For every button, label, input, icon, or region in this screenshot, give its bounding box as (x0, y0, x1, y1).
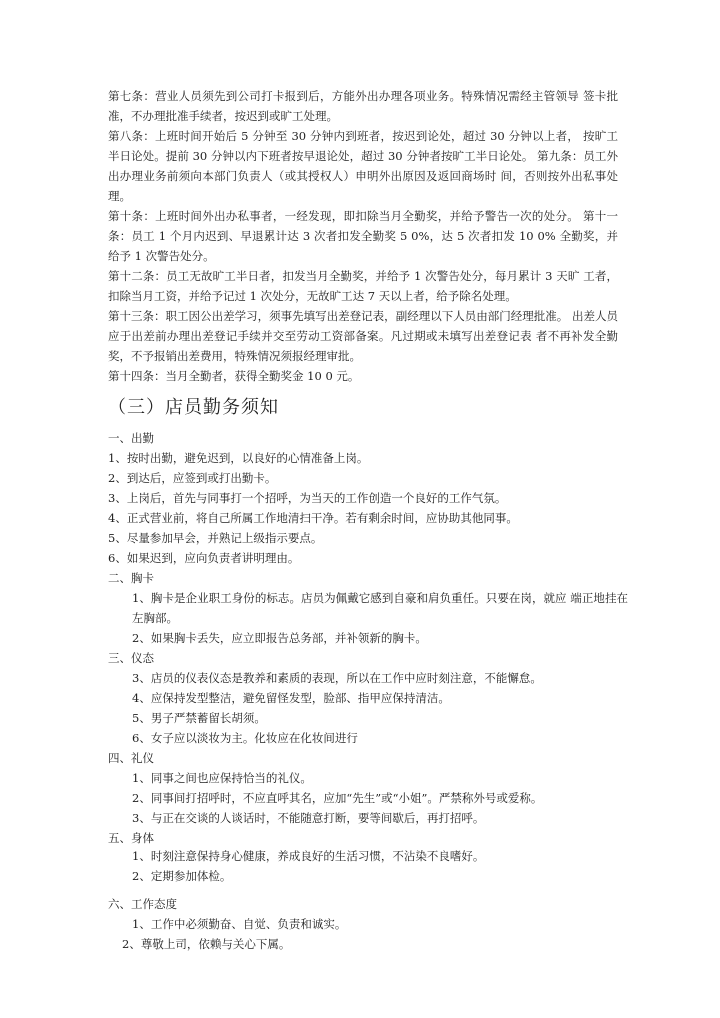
rule-13: 第十三条：职工因公出差学习，须事先填写出差登记表，副经理以下人员由部门经理批准。 出差人员应于出差前办理出差登记手续并交至劳动工资部备案。凡过期或未填写出差登记表 者不再补发全勤奖，不予报销出差费用，特殊情况须报经理审批。 (108, 309, 618, 363)
section-heading-work-attitude: 六、工作态度 (108, 897, 177, 911)
clerk-duty-list (108, 428, 628, 954)
list-item: 1、时刻注意保持身心健康，养成良好的生活习惯，不沾染不良嗜好。 (132, 849, 485, 863)
attendance-rules (108, 86, 618, 386)
list-item: 4、应保持发型整洁，避免留怪发型，脸部、指甲应保持清洁。 (132, 691, 450, 705)
list-item: 3、上岗后，首先与同事打一个招呼，为当天的工作创造一个良好的工作气氛。 (108, 491, 507, 505)
list-item: 2、同事间打招呼时，不应直呼其名，应加“先生”或“小姐”。严禁称外号或爱称。 (132, 791, 543, 805)
list-item: 2、如果胸卡丢失，应立即报告总务部，并补领新的胸卡。 (132, 631, 427, 645)
section-heading-health: 五、身体 (108, 831, 154, 845)
rule-7: 第七条：营业人员须先到公司打卡报到后，方能外出办理各项业务。特殊情况需经主管领导 签卡批准，不办理批准手续者，按迟到或旷工处理。 (108, 89, 618, 123)
section-heading-etiquette: 四、礼仪 (108, 751, 154, 765)
list-item: 1、同事之间也应保持恰当的礼仪。 (132, 771, 312, 785)
list-item: 6、女子应以淡妆为主。化妆应在化妆间进行 (132, 731, 358, 745)
section-title: （三）店员勤务须知 (108, 397, 279, 418)
list-item: 1、胸卡是企业职工身份的标志。店员为佩戴它感到自豪和肩负重任。只要在岗，就应 端正地挂在左胸部。 (132, 591, 628, 625)
rule-12: 第十二条：员工无故旷工半日者，扣发当月全勤奖，并给予 1 次警告处分，每月累计 3 天旷 工者，扣除当月工资，并给予记过 1 次处分，无故旷工达 7 天以上者，给予除名处理。 (108, 269, 618, 303)
list-item: 3、店员的仪表仪态是教养和素质的表现，所以在工作中应时刻注意，不能懈怠。 (132, 671, 542, 685)
section-heading-attendance: 一、出勤 (108, 431, 154, 445)
list-item: 5、尽量参加早会，并熟记上级指示要点。 (108, 531, 323, 545)
rule-8-9: 第八条：上班时间开始后 5 分钟至 30 分钟内到班者，按迟到论处，超过 30 分钟以上者， 按旷工半日论处。提前 30 分钟以内下班者按早退论处，超过 30 分钟者按旷工半日论处。 第九条：员工外出办理业务前须向本部门负责人（或其授权人）申明外出原因及返回商场时 间，否则按外出私事处理。 (108, 129, 618, 203)
list-item: 4、正式营业前，将自己所属工作地清扫干净。若有剩余时间，应协助其他同事。 (108, 511, 518, 525)
list-item: 5、男子严禁蓄留长胡须。 (132, 711, 266, 725)
section-heading-badge: 二、胸卡 (108, 571, 154, 585)
list-item: 1、按时出勤，避免迟到，以良好的心情准备上岗。 (108, 451, 369, 465)
rule-10-11: 第十条：上班时间外出办私事者，一经发现，即扣除当月全勤奖，并给予警告一次的处分。 第十一条：员工 1 个月内迟到、早退累计达 3 次者扣发全勤奖 5 0%，达 5 次者扣发 10 0% 全勤奖，并给予 1 次警告处分。 (108, 209, 618, 263)
section-heading-appearance: 三、仪态 (108, 651, 154, 665)
list-item: 2、到达后，应签到或打出勤卡。 (108, 471, 277, 485)
list-item: 1、工作中必须勤奋、自觉、负责和诚实。 (132, 917, 347, 931)
list-item: 3、与正在交谈的人谈话时，不能随意打断，要等间歇后，再打招呼。 (132, 811, 485, 825)
rule-14: 第十四条：当月全勤者，获得全勤奖金 10 0 元。 (108, 369, 360, 383)
list-item: 6、如果迟到，应向负责者讲明理由。 (108, 551, 300, 565)
list-item: 2、定期参加体检。 (132, 869, 232, 883)
list-item: 2、尊敬上司，依赖与关心下属。 (122, 937, 291, 951)
